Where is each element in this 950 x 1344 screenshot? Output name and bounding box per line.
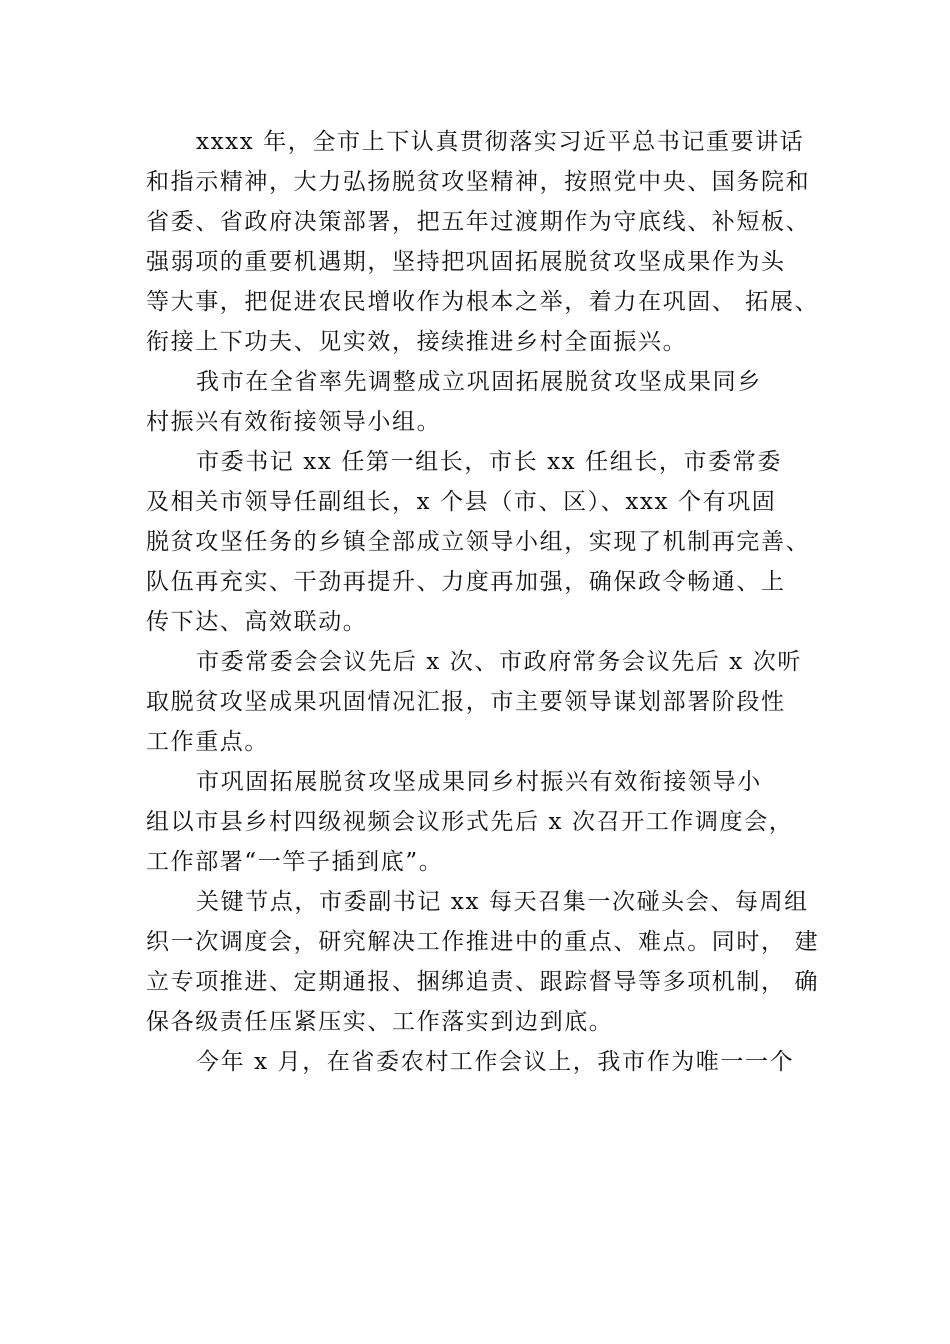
text-line: 村振兴有效衔接领导小组。 xyxy=(146,409,442,435)
text-line: xxxx 年，全市上下认真贯彻落实习近平总书记重要讲话 xyxy=(196,129,805,155)
text-line: 市委书记 xx 任第一组长，市长 xx 任组长，市委常委 xyxy=(196,449,782,475)
paragraph-5 xyxy=(146,762,816,882)
text-line: 我市在全省率先调整成立巩固拓展脱贫攻坚成果同乡 xyxy=(196,369,762,395)
text-line: 织一次调度会，研究解决工作推进中的重点、难点。同时， 建 xyxy=(146,929,820,955)
text-line: 和指示精神，大力弘扬脱贫攻坚精神，按照党中央、国务院和 xyxy=(146,169,811,195)
text-line: 市巩固拓展脱贫攻坚成果同乡村振兴有效衔接领导小 xyxy=(196,769,762,795)
text-line: 工作部署“一竿子插到底”。 xyxy=(146,849,444,875)
text-line: 保各级责任压紧压实、工作落实到边到底。 xyxy=(146,1009,614,1035)
text-line: 市委常委会会议先后 x 次、市政府常务会议先后 x 次听 xyxy=(196,649,802,675)
paragraph-6 xyxy=(146,882,820,1042)
text-line: 等大事，把促进农民增收作为根本之举，着力在巩固、 拓展、 xyxy=(146,289,820,315)
text-line: 关键节点，市委副书记 xx 每天召集一次碰头会、每周组 xyxy=(196,889,809,915)
text-line: 强弱项的重要机遇期，坚持把巩固拓展脱贫攻坚成果作为头 xyxy=(146,249,786,275)
paragraph-4 xyxy=(146,642,816,762)
text-line: 队伍再充实、干劲再提升、力度再加强，确保政令畅通、上 xyxy=(146,569,786,595)
text-line: 立专项推进、定期通报、捆绑追责、跟踪督导等多项机制， 确 xyxy=(146,969,820,995)
text-line: 衔接上下功夫、见实效，接续推进乡村全面振兴。 xyxy=(146,329,688,355)
paragraph-3 xyxy=(146,442,816,642)
text-line: 组以市县乡村四级视频会议形式先后 x 次召开工作调度会， xyxy=(146,809,794,835)
text-line: 工作重点。 xyxy=(146,729,269,755)
document-body xyxy=(146,122,820,1082)
paragraph-7 xyxy=(146,1042,816,1082)
text-line: 取脱贫攻坚成果巩固情况汇报，市主要领导谋划部署阶段性 xyxy=(146,689,786,715)
paragraph-1 xyxy=(146,122,820,362)
text-line: 脱贫攻坚任务的乡镇全部成立领导小组，实现了机制再完善、 xyxy=(146,529,811,555)
text-line: 传下达、高效联动。 xyxy=(146,609,368,635)
text-line: 及相关市领导任副组长，x 个县（市、区）、xxx 个有巩固 xyxy=(146,489,777,515)
text-line: 省委、省政府决策部署，把五年过渡期作为守底线、补短板、 xyxy=(146,209,811,235)
paragraph-2 xyxy=(146,362,816,442)
text-line: 今年 x 月，在省委农村工作会议上，我市作为唯一一个 xyxy=(196,1049,795,1075)
